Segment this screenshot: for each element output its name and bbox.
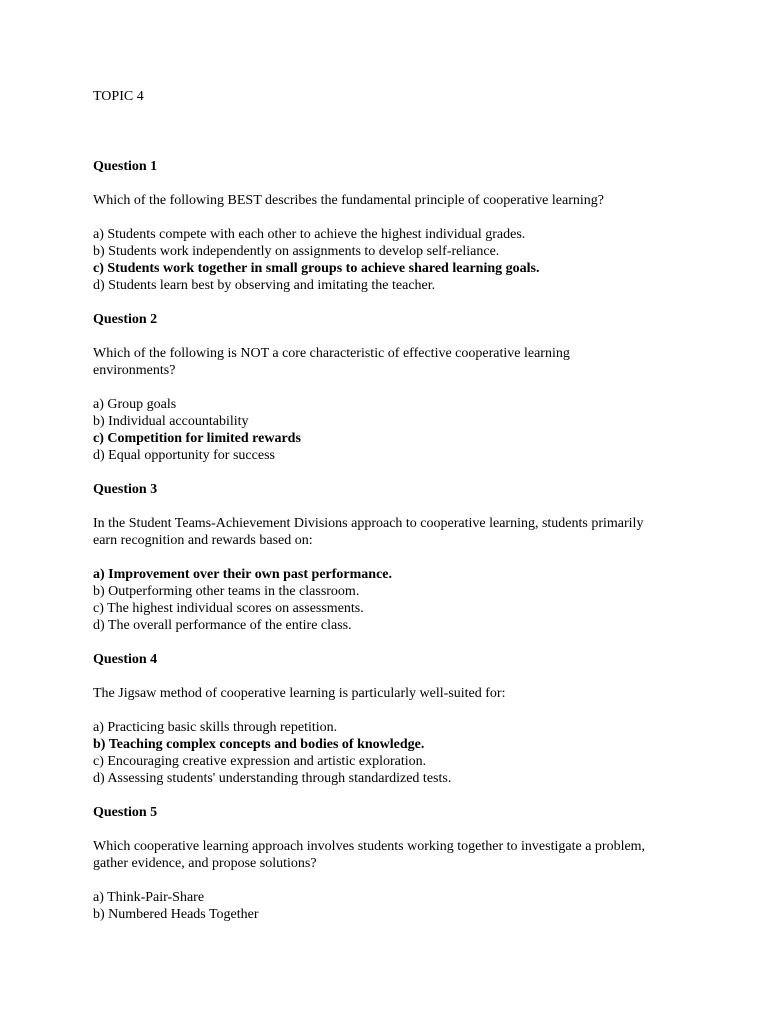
question-title: Question 1 — [93, 159, 158, 174]
question-title: Question 3 — [93, 482, 158, 497]
option-b: b) Numbered Heads Together — [93, 907, 259, 922]
option-a: a) Practicing basic skills through repetition. — [93, 720, 338, 735]
question-title: Question 2 — [93, 312, 158, 327]
option-list — [93, 719, 683, 787]
option-c-correct: c) Students work together in small groups to achieve shared learning goals. — [93, 261, 540, 276]
question-1 — [93, 158, 683, 294]
option-b: b) Students work independently on assignments to develop self-reliance. — [93, 244, 500, 259]
option-d: d) The overall performance of the entire class. — [93, 618, 352, 633]
option-c-correct: c) Competition for limited rewards — [93, 431, 301, 446]
question-4 — [93, 651, 683, 787]
option-list — [93, 566, 683, 634]
option-list — [93, 226, 683, 294]
option-list — [93, 889, 683, 923]
option-a: a) Students compete with each other to achieve the highest individual grades. — [93, 227, 526, 242]
option-d: d) Equal opportunity for success — [93, 448, 275, 463]
question-text: Which cooperative learning approach involves students working together to investigate a problem, gather evidence, and propose solutions? — [93, 839, 646, 871]
option-b: b) Individual accountability — [93, 414, 249, 429]
option-b-correct: b) Teaching complex concepts and bodies of knowledge. — [93, 737, 425, 752]
option-a: a) Think-Pair-Share — [93, 890, 205, 905]
option-c: c) Encouraging creative expression and artistic exploration. — [93, 754, 427, 769]
option-d: d) Assessing students' understanding through standardized tests. — [93, 771, 452, 786]
question-3 — [93, 481, 683, 634]
option-list — [93, 396, 683, 464]
question-text: Which of the following is NOT a core characteristic of effective cooperative learning environments? — [93, 346, 570, 378]
option-a-correct: a) Improvement over their own past performance. — [93, 567, 393, 582]
option-b: b) Outperforming other teams in the classroom. — [93, 584, 360, 599]
option-c: c) The highest individual scores on assessments. — [93, 601, 364, 616]
question-2 — [93, 311, 683, 464]
question-5 — [93, 804, 683, 923]
question-title: Question 4 — [93, 652, 158, 667]
question-text: In the Student Teams-Achievement Divisions approach to cooperative learning, students primarily earn recognition and rewards based on: — [93, 516, 644, 548]
question-text: The Jigsaw method of cooperative learning is particularly well-suited for: — [93, 686, 506, 701]
option-a: a) Group goals — [93, 397, 177, 412]
topic-heading: TOPIC 4 — [93, 89, 144, 104]
document-page — [93, 88, 683, 940]
question-title: Question 5 — [93, 805, 158, 820]
question-text: Which of the following BEST describes the fundamental principle of cooperative learning? — [93, 193, 604, 208]
option-d: d) Students learn best by observing and imitating the teacher. — [93, 278, 436, 293]
